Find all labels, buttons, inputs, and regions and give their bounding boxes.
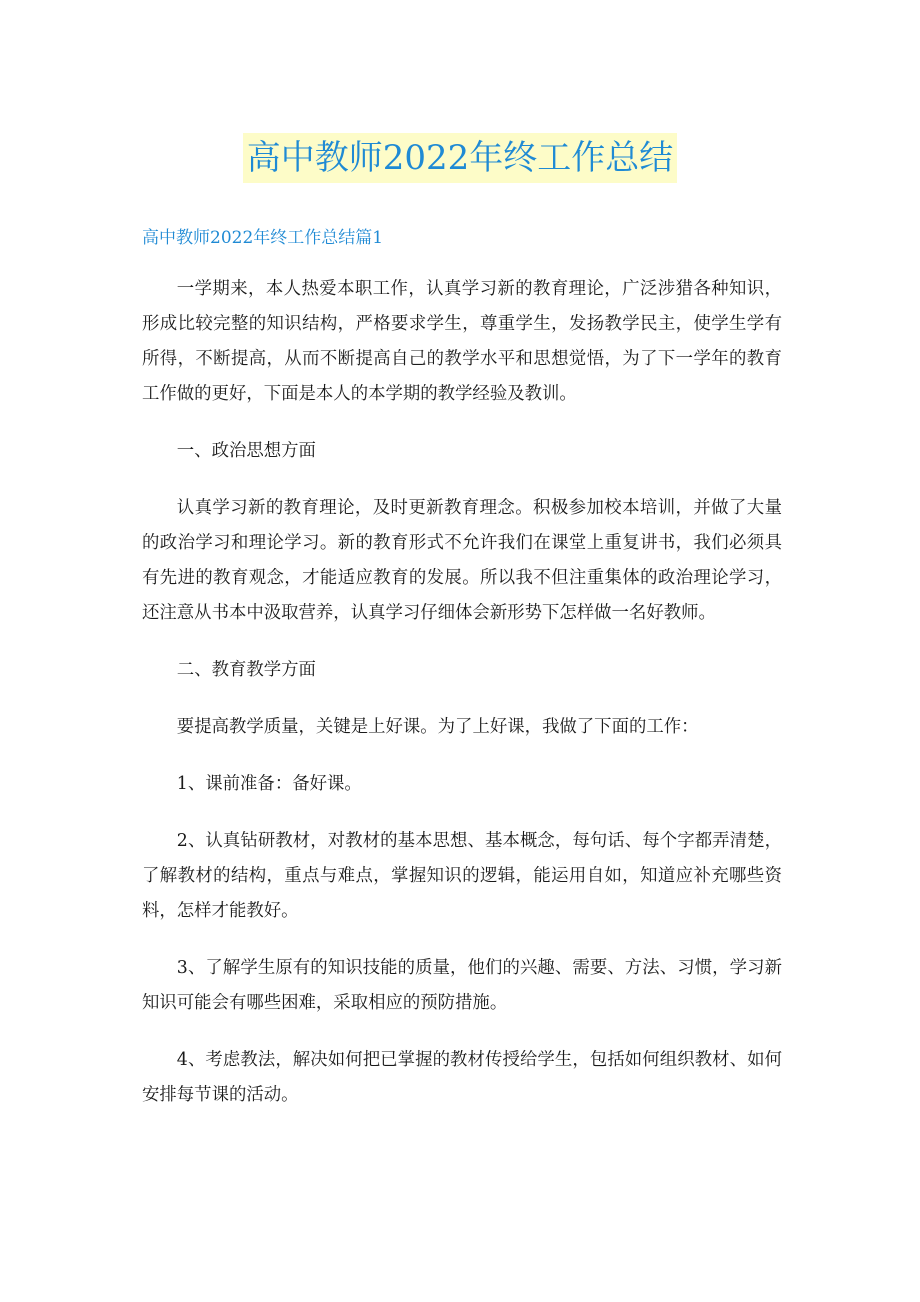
title-container bbox=[0, 133, 920, 183]
paragraph-teaching-intro: 要提高教学质量，关键是上好课。为了上好课，我做了下面的工作： bbox=[176, 717, 699, 737]
section-subtitle: 高中教师2022年终工作总结篇1 bbox=[142, 228, 384, 248]
paragraph-intro: 一学期来，本人热爱本职工作，认真学习新的教育理论，广泛涉猎各种知识，形成比较完整的知识结构，严格要求学生，尊重学生，发扬教学民主，使学生学有所得，不断提高，从而不断提高自己的教学水平和思想觉悟，为了下一学年的教育工作做的更好，下面是本人的本学期的教学经验及教训。 bbox=[142, 279, 782, 404]
paragraph-political: 认真学习新的教育理论，及时更新教育理念。积极参加校本培训，并做了大量的政治学习和理论学习。新的教育形式不允许我们在课堂上重复讲书，我们必须具有先进的教育观念，才能适应教育的发展。所以我不但注重集体的政治理论学习，还注意从书本中汲取营养，认真学习仔细体会新形势下怎样做一名好教师。 bbox=[142, 498, 782, 623]
list-item-3: 3、了解学生原有的知识技能的质量，他们的兴趣、需要、方法、习惯，学习新知识可能会有哪些困难，采取相应的预防措施。 bbox=[142, 958, 782, 1013]
heading-political: 一、政治思想方面 bbox=[176, 441, 316, 461]
document-title: 高中教师2022年终工作总结 bbox=[243, 133, 678, 183]
heading-teaching: 二、教育教学方面 bbox=[176, 660, 316, 680]
list-item-2: 2、认真钻研教材，对教材的基本思想、基本概念，每句话、每个字都弄清楚，了解教材的结构，重点与难点，掌握知识的逻辑，能运用自如，知道应补充哪些资料，怎样才能教好。 bbox=[142, 831, 782, 921]
list-item-4: 4、考虑教法，解决如何把已掌握的教材传授给学生，包括如何组织教材、如何安排每节课的活动。 bbox=[142, 1050, 782, 1105]
list-item-1: 1、课前准备：备好课。 bbox=[176, 774, 362, 794]
document-body bbox=[142, 272, 782, 1135]
